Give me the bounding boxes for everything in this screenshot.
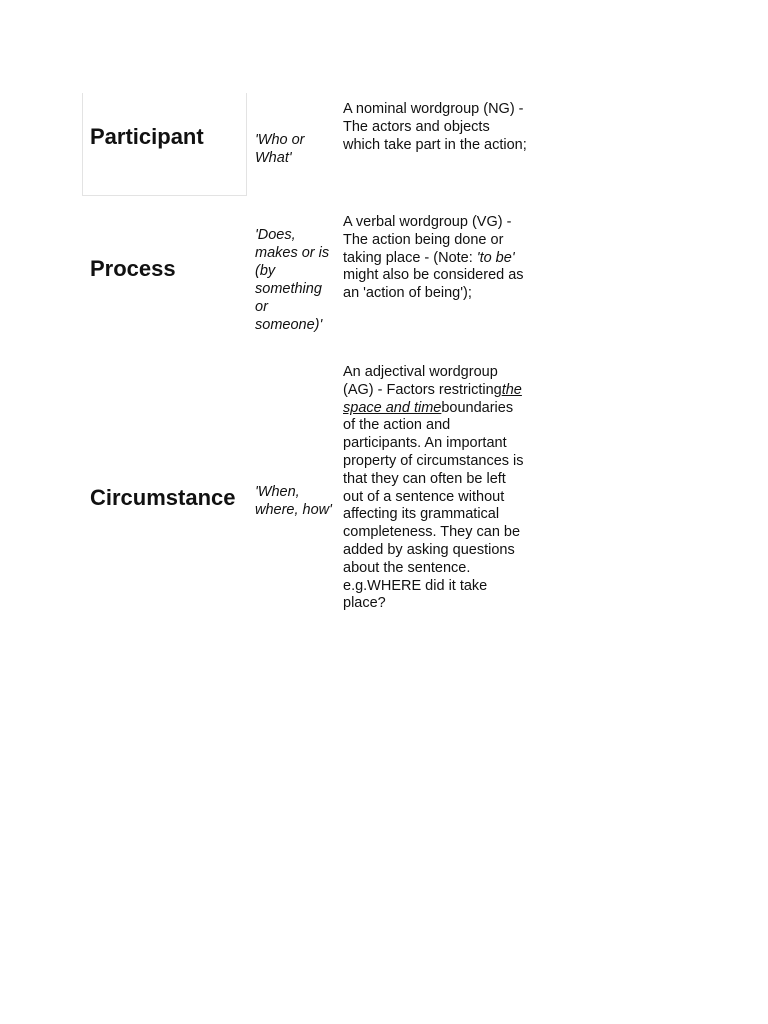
description-circumstance	[343, 364, 529, 613]
description-circumstance-part2: boundaries of the action and participants. An important property of circumstances is that they can often be left out of a sentence without affecting its grammatical completeness. They can be added by asking questions about the sentence. e.g.WHERE did it take place?	[343, 399, 524, 612]
term-participant: Participant	[90, 124, 204, 149]
table-row-circumstance	[82, 364, 532, 634]
table-row-participant	[82, 93, 532, 197]
question-circumstance: 'When, where, how'	[255, 484, 332, 518]
question-participant: 'Who or What'	[255, 132, 305, 166]
description-process-part1: A verbal wordgroup (VG) - The action being done or taking place - (Note:	[343, 214, 512, 266]
description-participant-text: A nominal wordgroup (NG) - The actors and objects which take part in the action;	[343, 101, 527, 153]
description-process-italic: 'to be'	[476, 249, 515, 266]
question-process: 'Does, makes or is (by something or someone)'	[255, 227, 330, 333]
description-participant	[343, 101, 529, 154]
term-circumstance: Circumstance	[90, 485, 236, 510]
description-process	[343, 214, 529, 303]
term-process: Process	[90, 256, 176, 281]
description-circumstance-underlined: the space and time	[343, 381, 522, 416]
description-circumstance-part1: An adjectival wordgroup (AG) - Factors restricting	[343, 364, 502, 398]
table-row-process	[82, 214, 532, 344]
description-process-part2: might also be considered as an 'action of being');	[343, 267, 524, 302]
